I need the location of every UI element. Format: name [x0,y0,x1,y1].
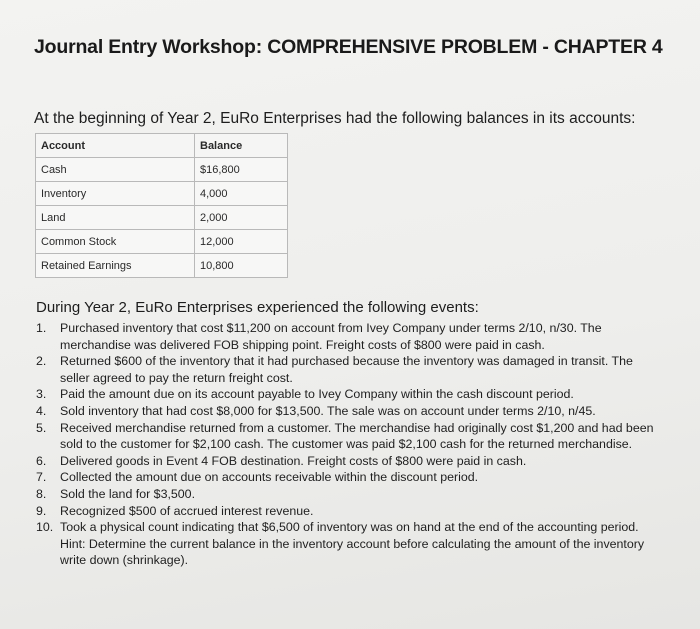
list-item [36,386,656,403]
account-cell: Retained Earnings [36,254,195,278]
event-number: 6. [36,453,47,468]
list-item [36,486,656,503]
list-item [36,403,656,420]
event-number: 10. [36,520,54,535]
table-row [36,254,288,278]
balance-cell: 2,000 [195,206,288,230]
event-number: 2. [36,354,47,369]
list-item [36,353,656,386]
list-item [36,503,656,520]
table-row [36,182,288,206]
table-row [36,230,288,254]
balance-cell: 4,000 [195,182,288,206]
account-cell: Inventory [36,182,195,206]
page-title: Journal Entry Workshop: COMPREHENSIVE PROBLEM - CHAPTER 4 [34,36,663,58]
event-number: 3. [36,387,47,402]
event-text: Sold inventory that had cost $8,000 for $13,500. The sale was on account under terms 2/10, n/45. [60,403,596,418]
event-text: Sold the land for $3,500. [60,486,196,501]
list-item [36,453,656,470]
event-number: 5. [36,420,47,435]
event-number: 4. [36,403,47,418]
balance-cell: 10,800 [195,254,288,278]
table-row [36,158,288,182]
event-text: Recognized $500 of accrued interest revenue. [60,503,314,518]
event-text: Took a physical count indicating that $6,500 of inventory was on hand at the end of the accounting period. Hint: Determine the current balance in the inventory account before calculating the amount of the inventory write down (shrinkage). [60,520,645,568]
balance-cell: 12,000 [195,230,288,254]
balance-cell: $16,800 [195,158,288,182]
event-text: Received merchandise returned from a customer. The merchandise had originally cost $1,200 and had been sold to the customer for $2,100 cash. The customer was paid $2,100 cash for the returned merchandise. [60,420,654,452]
event-number: 9. [36,503,47,518]
event-number: 7. [36,470,47,485]
account-cell: Common Stock [36,230,195,254]
list-item [36,320,656,353]
account-cell: Cash [36,158,195,182]
event-text: Purchased inventory that cost $11,200 on account from Ivey Company under terms 2/10, n/30. The merchandise was delivered FOB shipping point. Freight costs of $800 were paid in cash. [60,321,602,352]
event-text: Collected the amount due on accounts receivable within the discount period. [60,470,479,485]
event-number: 8. [36,486,47,501]
account-cell: Land [36,206,195,230]
balances-intro: At the beginning of Year 2, EuRo Enterprises had the following balances in its accounts: [34,110,636,127]
table-row [36,206,288,230]
header-balance: Balance [195,134,288,158]
header-account: Account [36,134,195,158]
event-text: Delivered goods in Event 4 FOB destination. Freight costs of $800 were paid in cash. [60,453,527,468]
list-item [36,519,656,569]
event-text: Returned $600 of the inventory that it had purchased because the inventory was damaged in transit. The seller agreed to pay the return freight cost. [60,354,633,385]
events-list [36,320,656,569]
event-text: Paid the amount due on its account payable to Ivey Company within the cash discount period. [60,387,574,402]
event-number: 1. [36,321,47,335]
list-item [36,469,656,486]
list-item [36,420,656,453]
table-header-row [36,134,288,158]
events-intro: During Year 2, EuRo Enterprises experienced the following events: [36,299,479,316]
balances-table [35,133,288,278]
